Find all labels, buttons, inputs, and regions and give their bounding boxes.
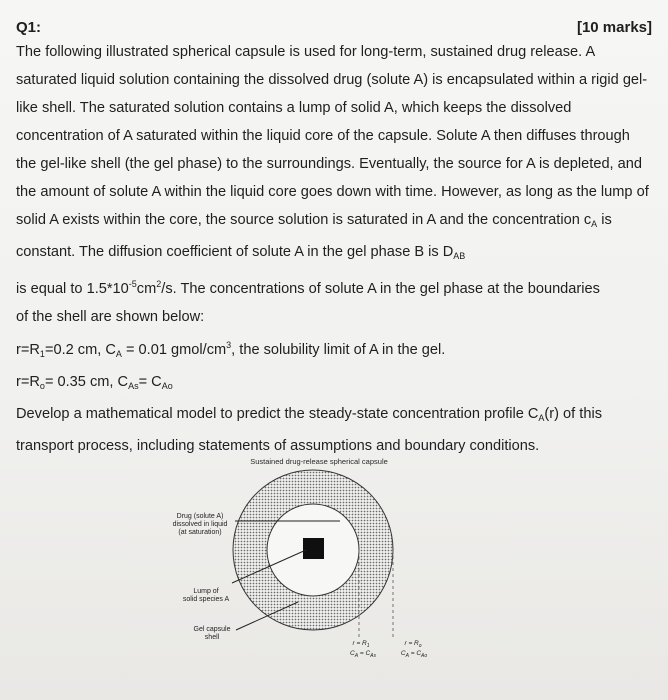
svg-text:Gel capsule: Gel capsule — [193, 626, 231, 633]
question-marks: [10 marks] — [576, 19, 652, 36]
problem-paragraph: The following illustrated spherical capsule is used for long-term, sustained drug release. A saturated liquid solution containing the dissolved drug (solute A) is encapsulated within a rigid gel-like shell. The saturated solution contains a lump of solid A, which keeps the dissolved concentration of A saturated within the liquid core of the capsule. Solute A then diffuses through the gel-like shell (the gel phase) to the surroundings. Eventually, the source for A is depleted, and the amount of solute A within the liquid core goes down with time. However, as long as the lump of solid A exists within the core, the source solution is saturated in A and the concentration $c_A$ is constant. The diffusion coefficient of solute A in the gel phase B is $D_{AB}$ — [16, 44, 649, 261]
svg-text:CA = CAo: $C_A = C_{Ao}$ — [400, 650, 428, 659]
question-page — [16, 18, 652, 460]
label-outer-boundary — [401, 640, 427, 659]
label-inner-boundary — [350, 640, 376, 659]
liquid-core — [267, 504, 359, 596]
figure-title: Sustained drug-release spherical capsule — [250, 457, 388, 466]
label-gel-shell — [194, 626, 231, 641]
svg-text:shell: shell — [204, 634, 220, 641]
label-drug-solute — [173, 513, 228, 536]
question-label: Q1: — [16, 19, 42, 36]
condition-r2: $r=R_o= 0.35$ cm, $C_{As}= C_{Ao}$ — [16, 374, 173, 391]
solid-lump — [303, 538, 324, 559]
svg-text:(at saturation): (at saturation) — [178, 529, 222, 536]
label-solid-lump — [183, 588, 230, 603]
boundaries-line: of the shell are shown below: — [16, 309, 205, 325]
svg-text:r = R1: $r = R_1$ — [352, 640, 370, 649]
question-header — [16, 18, 652, 38]
task-line-1: Develop a mathematical model to predict the steady-state concentration profile $C_A(r)$ of this — [16, 406, 602, 423]
svg-text:dissolved in liquid: dissolved in liquid — [172, 521, 228, 528]
task-line-2: transport process, including statements of assumptions and boundary conditions. — [16, 438, 540, 454]
svg-text:CA = CAs: $C_A = C_{As}$ — [350, 650, 376, 659]
svg-text:r = Ro: $r = R_o$ — [404, 640, 422, 649]
gel-shell — [233, 470, 393, 630]
svg-text:solid species A: solid species A — [182, 596, 230, 603]
svg-text:Drug (solute A): Drug (solute A) — [176, 513, 224, 520]
condition-r1: $r=R_1=0.2$ cm, $C_A = 0.01$ gmol/$cm^3$, the solubility limit of A in the gel. — [16, 340, 446, 359]
svg-text:Lump of: Lump of — [193, 588, 219, 595]
diffusivity-line: is equal to $1.5*10^{-5}cm^2/s$. The concentrations of solute A in the gel phase at the boundaries — [16, 279, 600, 297]
